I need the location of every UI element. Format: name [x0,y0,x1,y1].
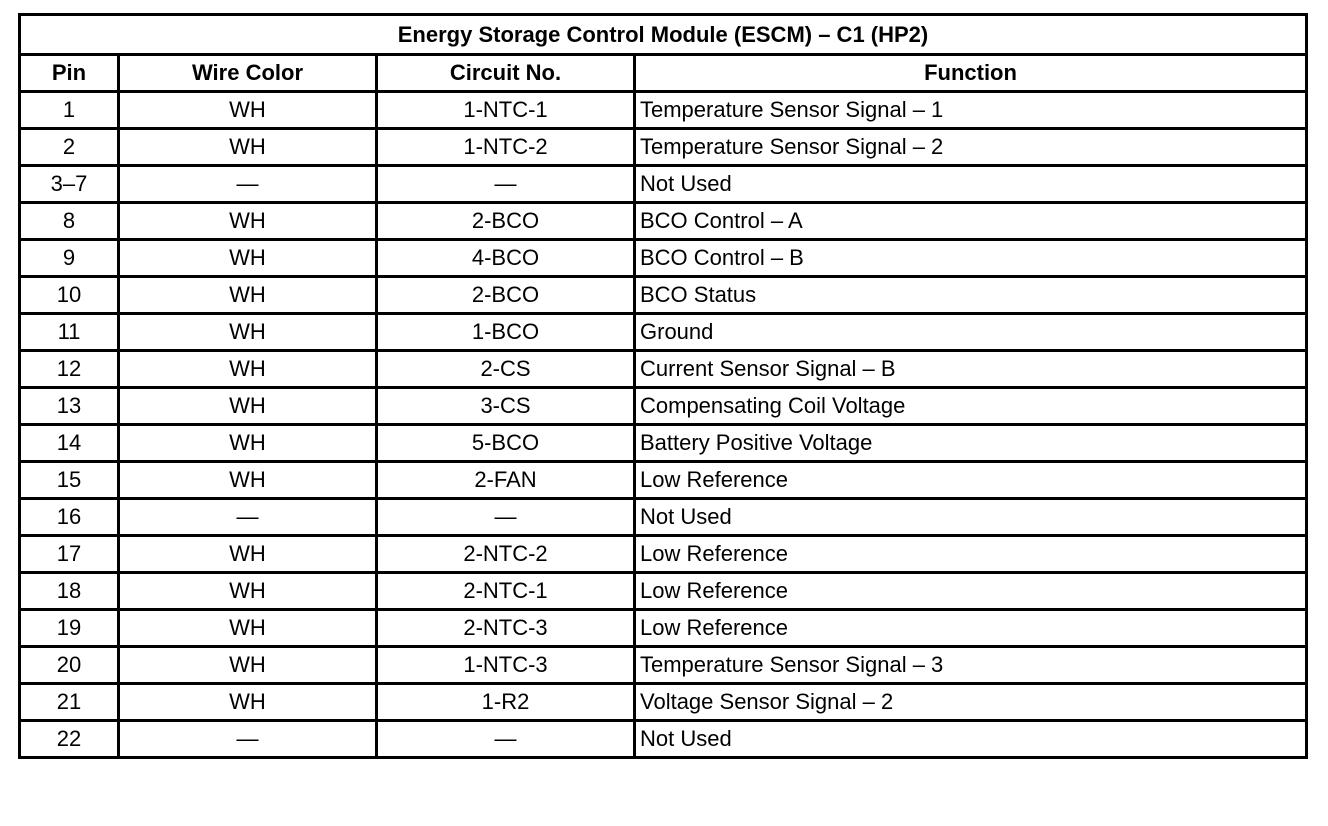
pin-cell: 21 [20,684,119,721]
pin-cell: 20 [20,647,119,684]
pin-cell: 11 [20,314,119,351]
table-row [20,536,1307,573]
circuit-cell: 1-NTC-3 [377,647,635,684]
table-row [20,499,1307,536]
wire-color-cell: WH [119,462,377,499]
pin-cell: 8 [20,203,119,240]
circuit-cell: 2-BCO [377,203,635,240]
circuit-cell: 3-CS [377,388,635,425]
pin-cell: 16 [20,499,119,536]
wire-color-cell: WH [119,277,377,314]
pin-cell: 13 [20,388,119,425]
function-cell: Low Reference [635,573,1307,610]
table-row [20,351,1307,388]
header-circuit: Circuit No. [377,55,635,92]
circuit-cell: 2-NTC-2 [377,536,635,573]
circuit-cell: — [377,166,635,203]
pin-cell: 3–7 [20,166,119,203]
circuit-cell: 4-BCO [377,240,635,277]
table-row [20,166,1307,203]
function-cell: Voltage Sensor Signal – 2 [635,684,1307,721]
function-cell: BCO Control – A [635,203,1307,240]
function-cell: Ground [635,314,1307,351]
wire-color-cell: WH [119,92,377,129]
pin-cell: 10 [20,277,119,314]
function-cell: Compensating Coil Voltage [635,388,1307,425]
table-row [20,314,1307,351]
circuit-cell: — [377,499,635,536]
wire-color-cell: WH [119,647,377,684]
table-title: Energy Storage Control Module (ESCM) – C1 (HP2) [20,15,1307,55]
wire-color-cell: WH [119,203,377,240]
wire-color-cell: WH [119,129,377,166]
pin-cell: 1 [20,92,119,129]
function-cell: BCO Control – B [635,240,1307,277]
wire-color-cell: — [119,721,377,758]
table-row [20,647,1307,684]
table-row [20,240,1307,277]
function-cell: Current Sensor Signal – B [635,351,1307,388]
table-row [20,573,1307,610]
function-cell: Not Used [635,166,1307,203]
function-cell: Low Reference [635,536,1307,573]
function-cell: Not Used [635,499,1307,536]
header-function: Function [635,55,1307,92]
pin-cell: 22 [20,721,119,758]
function-cell: BCO Status [635,277,1307,314]
circuit-cell: — [377,721,635,758]
circuit-cell: 2-NTC-3 [377,610,635,647]
pin-cell: 9 [20,240,119,277]
table-row [20,721,1307,758]
function-cell: Temperature Sensor Signal – 3 [635,647,1307,684]
wire-color-cell: — [119,166,377,203]
wire-color-cell: WH [119,573,377,610]
function-cell: Battery Positive Voltage [635,425,1307,462]
table-row [20,462,1307,499]
table-row [20,129,1307,166]
header-pin: Pin [20,55,119,92]
pin-cell: 2 [20,129,119,166]
circuit-cell: 1-NTC-1 [377,92,635,129]
circuit-cell: 2-FAN [377,462,635,499]
circuit-cell: 5-BCO [377,425,635,462]
table-row [20,92,1307,129]
circuit-cell: 2-CS [377,351,635,388]
wire-color-cell: WH [119,351,377,388]
header-wire-color: Wire Color [119,55,377,92]
table-title-row [20,15,1307,55]
table-row [20,425,1307,462]
pin-cell: 18 [20,573,119,610]
function-cell: Low Reference [635,462,1307,499]
table-row [20,277,1307,314]
table-body [20,92,1307,758]
function-cell: Temperature Sensor Signal – 1 [635,92,1307,129]
wire-color-cell: — [119,499,377,536]
function-cell: Low Reference [635,610,1307,647]
circuit-cell: 2-BCO [377,277,635,314]
function-cell: Temperature Sensor Signal – 2 [635,129,1307,166]
pin-cell: 19 [20,610,119,647]
pin-cell: 14 [20,425,119,462]
pin-cell: 12 [20,351,119,388]
table-header-row [20,55,1307,92]
table-row [20,610,1307,647]
table-row [20,684,1307,721]
circuit-cell: 1-NTC-2 [377,129,635,166]
pin-cell: 17 [20,536,119,573]
table-row [20,388,1307,425]
function-cell: Not Used [635,721,1307,758]
circuit-cell: 1-BCO [377,314,635,351]
wire-color-cell: WH [119,425,377,462]
circuit-cell: 2-NTC-1 [377,573,635,610]
wire-color-cell: WH [119,314,377,351]
wire-color-cell: WH [119,536,377,573]
pin-cell: 15 [20,462,119,499]
connector-pinout-table [18,13,1308,759]
wire-color-cell: WH [119,684,377,721]
circuit-cell: 1-R2 [377,684,635,721]
wire-color-cell: WH [119,388,377,425]
table-row [20,203,1307,240]
wire-color-cell: WH [119,610,377,647]
wire-color-cell: WH [119,240,377,277]
